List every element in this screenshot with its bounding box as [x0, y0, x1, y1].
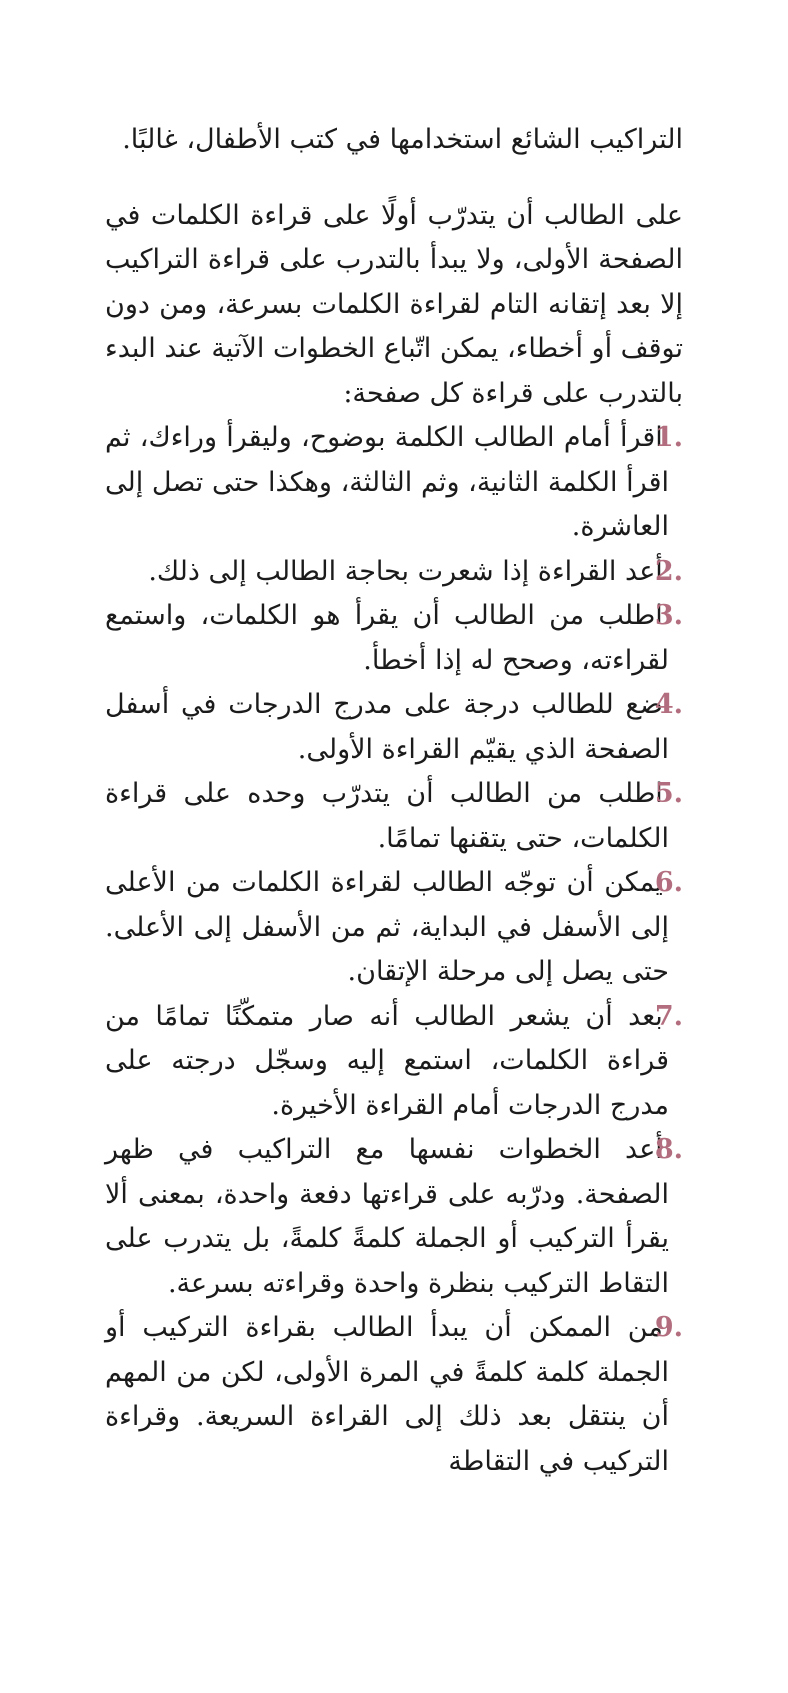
step-item	[105, 594, 683, 683]
step-number: 1.	[654, 422, 683, 453]
step-item	[105, 772, 683, 861]
step-text: أعد الخطوات نفسها مع التراكيب في ظهر الصفحة. ودرّبه على قراءتها دفعة واحدة، بمعنى ألا يقرأ التركيب أو الجملة كلمةً كلمةً، بل يتدرب على التقاط التركيب بنظرة واحدة وقراءته بسرعة.	[105, 1134, 669, 1299]
steps-list	[105, 416, 683, 1484]
step-item	[105, 995, 683, 1129]
step-number: 7.	[654, 1000, 683, 1032]
text-column	[105, 0, 683, 1484]
step-number: 4.	[654, 689, 683, 720]
paragraph-continuation-fragment: التراكيب الشائع استخدامها في كتب الأطفال، غالبًا.	[122, 124, 683, 155]
step-text: اطلب من الطالب أن يتدرّب وحده على قراءة الكلمات، حتى يتقنها تمامًا.	[105, 778, 669, 854]
step-text: بعد أن يشعر الطالب أنه صار متمكّنًا تمامًا من قراءة الكلمات، استمع إليه وسجّل درجته على مدرج الدرجات أمام القراءة الأخيرة.	[105, 1000, 669, 1121]
step-text: اطلب من الطالب أن يقرأ هو الكلمات، واستمع لقراءته، وصحح له إذا أخطأ.	[105, 600, 669, 676]
instructions-paragraph: على الطالب أن يتدرّب أولًا على قراءة الكلمات في الصفحة الأولى، ولا يبدأ بالتدرب على قراءة التراكيب إلا بعد إتقانه التام لقراءة الكلمات بسرعة، ومن دون توقف أو أخطاء، يمكن اتّباع الخطوات الآتية عند البدء بالتدرب على قراءة كل صفحة:	[105, 199, 683, 409]
step-number: 6.	[654, 867, 683, 898]
step-number: 2.	[654, 555, 683, 587]
step-item	[105, 861, 683, 995]
step-text: يمكن أن توجّه الطالب لقراءة الكلمات من الأعلى إلى الأسفل في البداية، ثم من الأسفل إلى الأعلى. حتى يصل إلى مرحلة الإتقان.	[105, 867, 669, 987]
step-item	[105, 550, 683, 595]
step-number: 3.	[654, 600, 683, 631]
step-text: أعد القراءة إذا شعرت بحاجة الطالب إلى ذلك.	[148, 555, 663, 587]
step-text: ضع للطالب درجة على مدرج الدرجات في أسفل الصفحة الذي يقيّم القراءة الأولى.	[105, 689, 669, 765]
step-number: 5.	[654, 778, 683, 809]
step-number: 8.	[654, 1134, 683, 1165]
step-text: من الممكن أن يبدأ الطالب بقراءة التركيب أو الجملة كلمة كلمةً في المرة الأولى، لكن من المهم أن ينتقل بعد ذلك إلى القراءة السريعة. وقراءة التركيب في التقاطة	[105, 1312, 669, 1477]
step-item	[105, 683, 683, 772]
step-text: اقرأ أمام الطالب الكلمة بوضوح، وليقرأ وراءك، ثم اقرأ الكلمة الثانية، وثم الثالثة، وهكذا حتى تصل إلى العاشرة.	[105, 422, 669, 542]
step-item	[105, 416, 683, 550]
step-item	[105, 1128, 683, 1306]
step-item	[105, 1306, 683, 1484]
step-number: 9.	[654, 1312, 683, 1343]
